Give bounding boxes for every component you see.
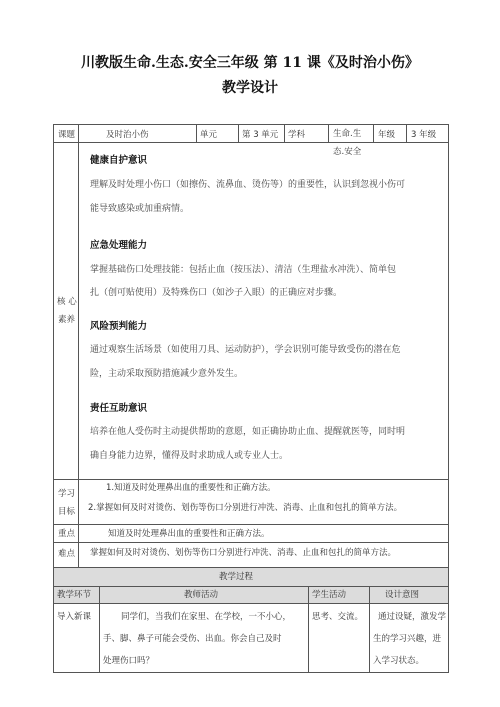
core-section-text: 能导致感染或加重病情。 xyxy=(90,204,190,214)
header-topic-value: 及时治小伤 xyxy=(106,130,149,140)
v-line xyxy=(373,124,374,142)
process-row-teacher-text: 手、脚、鼻子可能会受伤、出血。你会自己及时 xyxy=(103,634,282,644)
goals-label-line2: 目标 xyxy=(58,507,76,517)
process-row-stage: 导入新课 xyxy=(57,612,92,622)
core-section-title: 责任互助意识 xyxy=(90,403,148,414)
v-line xyxy=(406,124,407,142)
v-line xyxy=(284,124,285,142)
v-line xyxy=(308,586,309,672)
core-section-text: 理解及时处理小伤口（如擦伤、流鼻血、烫伤等）的重要性，认识到忽视小伤可 xyxy=(90,180,406,190)
process-col-stage: 教学环节 xyxy=(57,590,92,600)
header-label-topic: 课题 xyxy=(58,130,76,140)
document-subtitle: 教学设计 xyxy=(222,80,278,96)
core-section-text: 通过观察生活场景（如使用刀具、运动防护），学会识别可能导致受伤的潜在危 xyxy=(90,345,401,355)
goals-label-line1: 学习 xyxy=(58,489,76,499)
process-row-teacher-text: 处理伤口吗？ xyxy=(103,656,155,666)
h-line xyxy=(53,586,449,587)
document-title: 川教版生命.生态.安全三年级 第 11 课《及时治小伤》 xyxy=(81,55,419,71)
core-section-title: 应急处理能力 xyxy=(90,240,148,251)
key-text: 知道及时处理鼻出血的重要性和正确方法。 xyxy=(108,529,270,539)
h-line xyxy=(53,524,449,525)
v-line xyxy=(78,142,79,567)
process-row-intent-text: 入学习状态。 xyxy=(373,656,425,666)
h-line xyxy=(53,567,449,568)
difficulty-text: 掌握如何及时对烫伤、划伤等伤口分别进行冲洗、消毒、止血和包扎的简单方法。 xyxy=(90,548,397,558)
process-row-intent-text: 生的学习兴趣，进 xyxy=(373,634,442,644)
v-line xyxy=(369,586,370,672)
core-section-text: 培养在他人受伤时主动提供帮助的意愿，如正确协助止血、提醒就医等，同时明 xyxy=(90,427,406,437)
header-subject-value-line2: 态.安全 xyxy=(333,147,362,157)
v-line xyxy=(328,124,329,142)
header-unit-value: 第 3 单元 xyxy=(242,130,279,140)
process-col-student: 学生活动 xyxy=(312,590,347,600)
h-line xyxy=(53,479,449,480)
key-label: 重点 xyxy=(58,529,76,539)
header-label-subject: 学科 xyxy=(288,130,306,140)
core-section-text: 扎（创可贴使用）及特殊伤口（如沙子入眼）的正确应对步骤。 xyxy=(90,288,343,298)
core-section-title: 健康自护意识 xyxy=(90,155,148,166)
core-section-title: 风险预判能力 xyxy=(90,321,148,332)
core-section-text: 掌握基础伤口处理技能：包括止血（按压法）、清洁（生理盐水冲洗）、简单包 xyxy=(90,265,397,275)
process-row-teacher-text: 同学们，当我们在家里、在学校，一不小心， xyxy=(121,612,292,622)
header-label-unit: 单元 xyxy=(200,130,218,140)
core-label-line1: 核 心 xyxy=(57,297,77,307)
process-col-teacher: 教师活动 xyxy=(184,590,219,600)
header-subject-value-line1: 生命.生 xyxy=(333,129,362,139)
process-row-intent-text: 通过设疑，激发学 xyxy=(378,612,447,622)
process-row-student: 思考、交流。 xyxy=(312,612,364,622)
h-line xyxy=(53,672,449,673)
goal-item: 2.掌握如何及时对烫伤、划伤等伤口分别进行冲洗、消毒、止血和包扎的简单方法。 xyxy=(88,503,403,513)
process-title: 教学过程 xyxy=(219,572,254,582)
core-section-text: 确自身能力边界，懂得及时求助成人或专业人士。 xyxy=(90,451,289,461)
goal-item: 1.知道及时处理鼻出血的重要性和正确方法。 xyxy=(106,483,276,493)
h-line xyxy=(53,142,449,143)
h-line xyxy=(53,124,449,125)
process-col-intent: 设计意图 xyxy=(385,590,420,600)
header-label-grade: 年级 xyxy=(378,130,396,140)
v-line xyxy=(78,124,79,142)
header-grade-value: 3 年级 xyxy=(411,130,437,140)
core-label-line2: 素养 xyxy=(58,315,76,325)
v-line xyxy=(53,124,54,672)
v-line xyxy=(99,586,100,672)
difficulty-label: 难点 xyxy=(58,549,76,559)
h-line xyxy=(53,603,449,604)
v-line xyxy=(196,124,197,142)
h-line xyxy=(53,542,449,543)
core-section-text: 险，主动采取预防措施减少意外发生。 xyxy=(90,369,244,379)
v-line xyxy=(238,124,239,142)
